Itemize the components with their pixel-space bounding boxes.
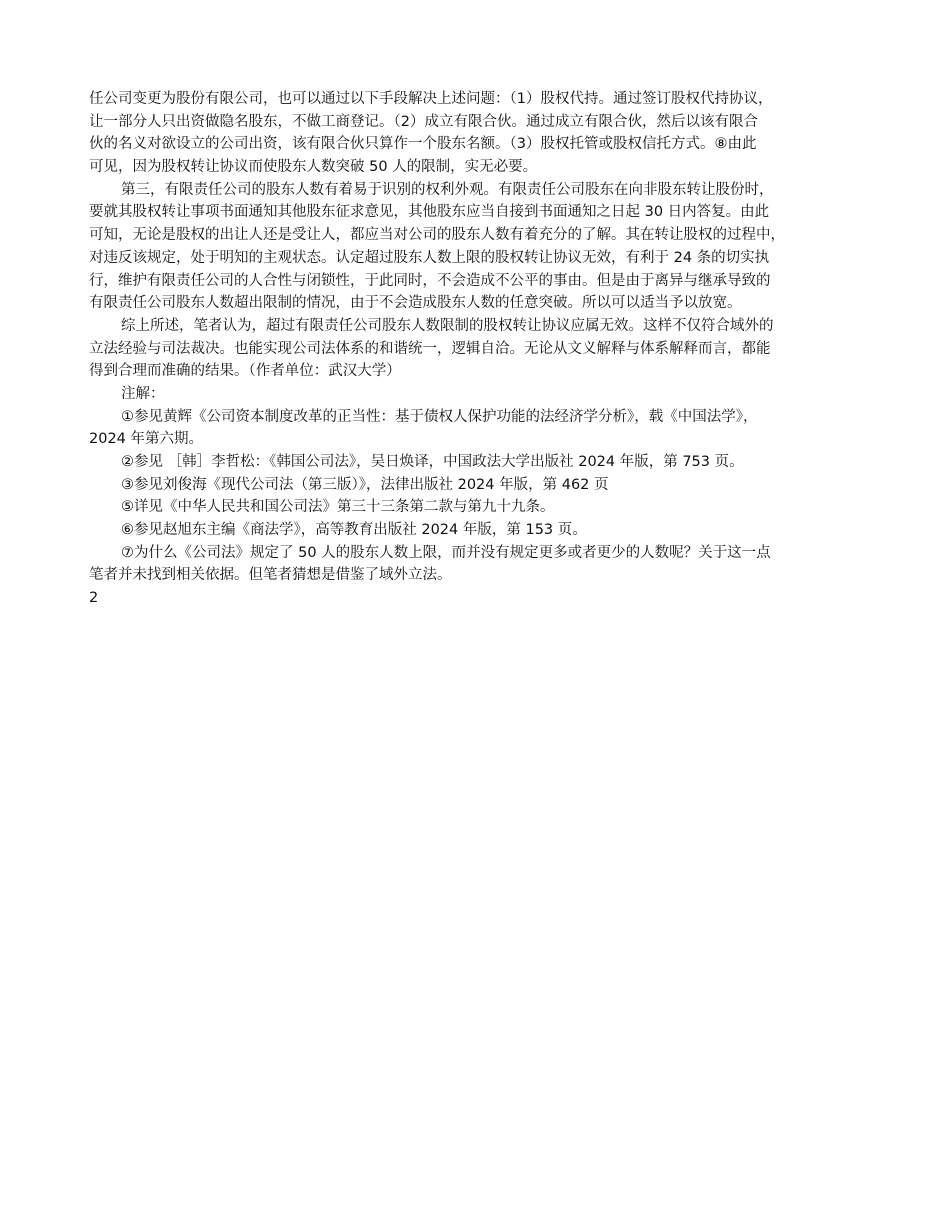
footnote-line: ⑦为什么《公司法》规定了 50 人的股东人数上限，而并没有规定更多或者更少的人数呢？关于这一点 <box>121 544 771 561</box>
text-line: 要就其股权转让事项书面通知其他股东征求意见，其他股东应当自接到书面通知之日起 30 日内答复。由此 <box>89 204 770 221</box>
body-paragraph <box>89 179 865 315</box>
footnote <box>89 519 865 542</box>
footnote-line: ②参见 ［韩］李哲松：《韩国公司法》，吴日焕译，中国政法大学出版社 2024 年版，第 753 页。 <box>121 454 744 470</box>
footnote-line: ⑤详见《中华人民共和国公司法》第三十三条第二款与第九十九条。 <box>121 499 555 516</box>
document-page <box>89 88 865 610</box>
text-line: 有限责任公司股东人数超出限制的情况，由于不会造成股东人数的任意突破。所以可以适当予以放宽。 <box>89 295 742 312</box>
footnote <box>89 474 865 497</box>
text-line: 立法经验与司法裁决。也能实现公司法体系的和谐统一，逻辑自洽。无论从文义解释与体系解释而言，都能 <box>89 340 771 357</box>
text-line: 让一部分人只出资做隐名股东，不做工商登记。（2）成立有限合伙。通过成立有限合伙，然后以该有限合 <box>89 113 758 130</box>
footnote <box>89 451 865 474</box>
footnote-line: ③参见刘俊海《现代公司法（第三版）》，法律出版社 2024 年版，第 462 页 <box>121 476 609 493</box>
footnote-line: 2024 年第六期。 <box>89 431 204 448</box>
text-line: 得到合理而准确的结果。（作者单位：武汉大学） <box>89 363 401 380</box>
text-line: 对违反该规定，处于明知的主观状态。认定超过股东人数上限的股权转让协议无效，有利于 24 条的切实执 <box>89 249 770 266</box>
text-line: 第三，有限责任公司的股东人数有着易于识别的权利外观。有限责任公司股东在向非股东转让股份时， <box>121 181 774 198</box>
text-line: 可见，因为股权转让协议而使股东人数突破 50 人的限制，实无必要。 <box>89 159 538 176</box>
text-line: 综上所述，笔者认为，超过有限责任公司股东人数限制的股权转让协议应属无效。这样不仅符合域外的 <box>121 317 774 334</box>
footnote <box>89 496 865 519</box>
notes-heading: 注解： <box>121 385 165 402</box>
footnote-line: 笔者并未找到相关依据。但笔者猜想是借鉴了域外立法。 <box>89 567 452 584</box>
text-line: 可知，无论是股权的出让人还是受让人，都应当对公司的股东人数有着充分的了解。其在转让股权的过程中， <box>89 227 785 244</box>
body-paragraph <box>89 315 865 383</box>
footnote <box>89 406 865 451</box>
footnote-line: ⑥参见赵旭东主编《商法学》，高等教育出版社 2024 年版，第 153 页。 <box>121 522 587 539</box>
body-paragraph <box>89 88 865 179</box>
text-line: 任公司变更为股份有限公司，也可以通过以下手段解决上述问题：（1）股权代持。通过签订股权代持协议， <box>89 91 773 107</box>
footnote <box>89 542 865 587</box>
text-line: 行，维护有限责任公司的人合性与闭锁性，于此同时，不会造成不公平的事由。但是由于离异与继承导致的 <box>89 272 771 289</box>
page-number: 2 <box>89 590 99 607</box>
footnote-line: ①参见黄辉《公司资本制度改革的正当性：基于债权人保护功能的法经济学分析》，载《中国法学》， <box>121 408 758 425</box>
text-line: 伙的名义对欲设立的公司出资，该有限合伙只算作一个股东名额。（3）股权托管或股权信托方式。⑧由此 <box>89 136 757 153</box>
